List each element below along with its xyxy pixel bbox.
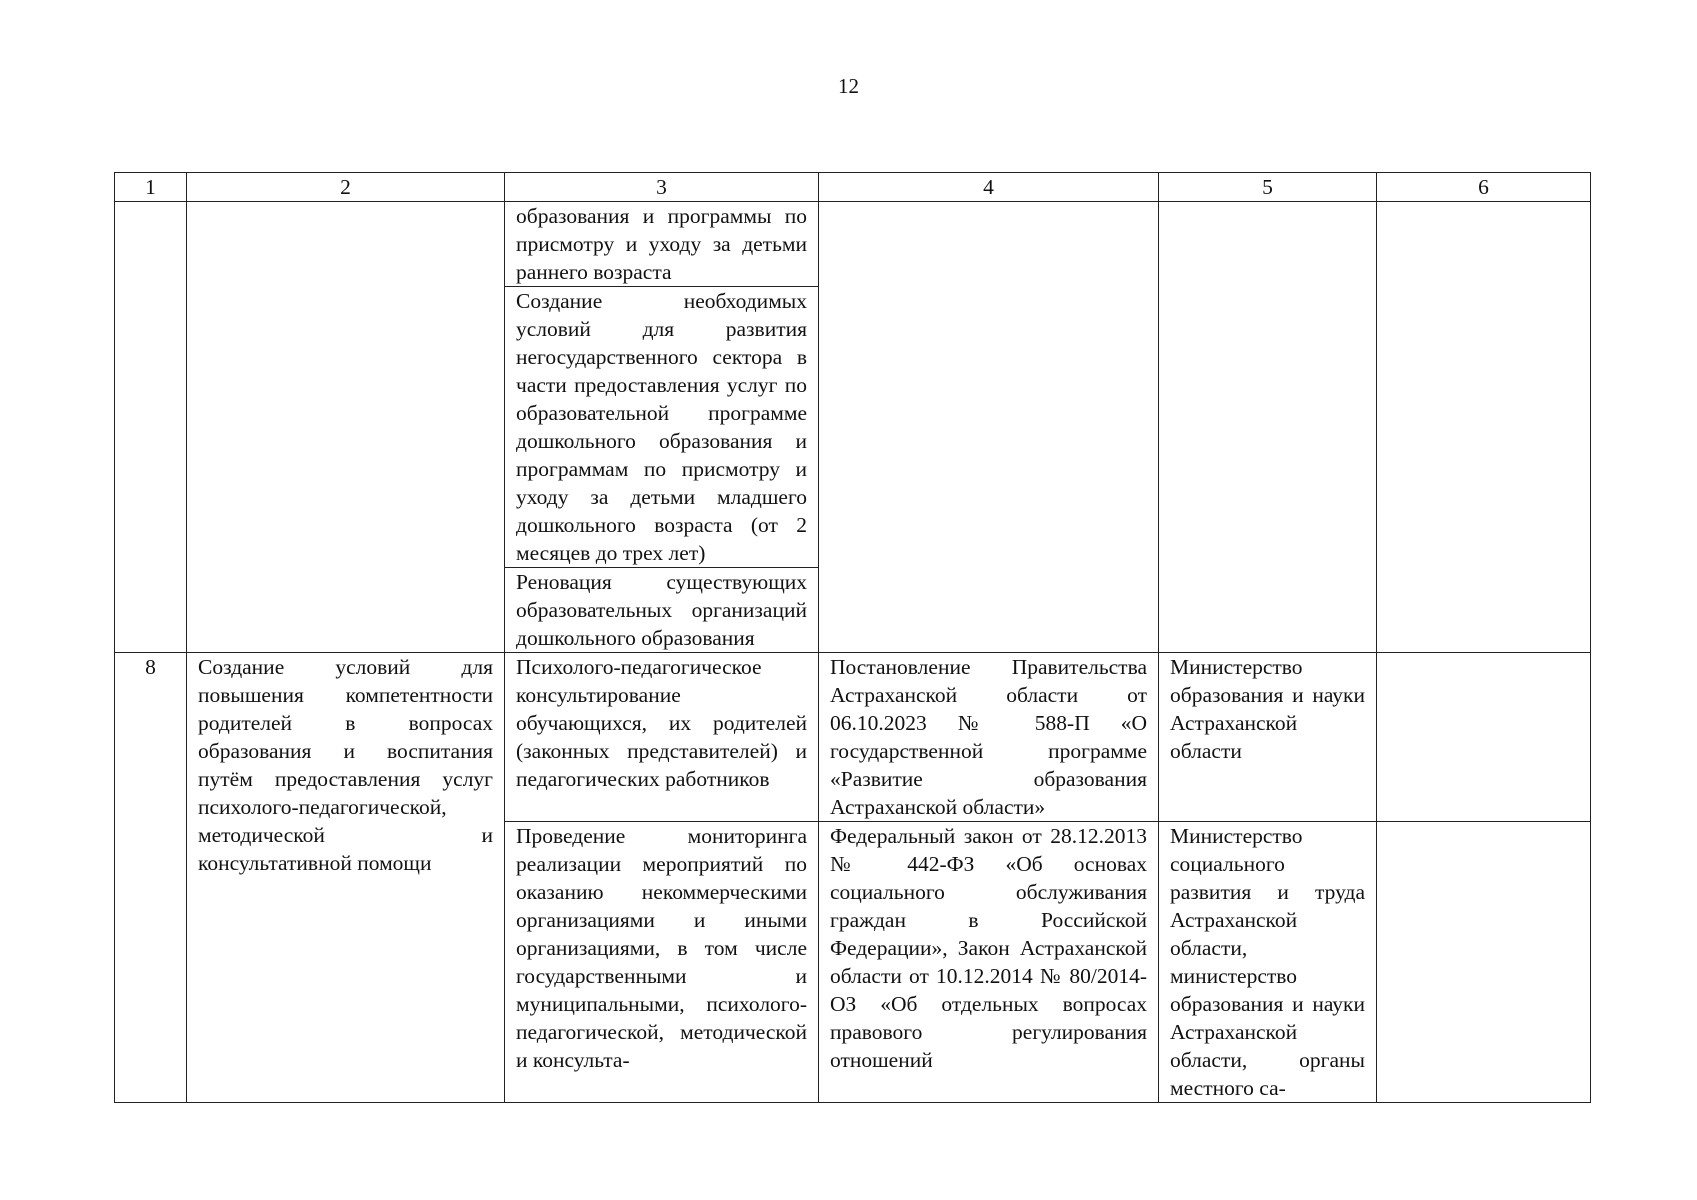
cell-col6-8-2 — [1377, 822, 1591, 1103]
cell-responsible-cont — [1159, 202, 1377, 653]
col-header-2: 2 — [187, 173, 505, 202]
cell-measure-cont-b: Создание необходимых условий для развития негосударственного сектора в части предоставления услуг по образовательной программе дошкольного образования и программам по присмотру и уходу за детьми младшего дошкольного возраста (от 2 месяцев до трех лет) — [505, 287, 819, 568]
table-header-row — [115, 173, 1591, 202]
cell-col6-8-1 — [1377, 653, 1591, 822]
col-header-4: 4 — [819, 173, 1159, 202]
cell-responsible-8-1: Министерство образования и науки Астраханской области — [1159, 653, 1377, 822]
table-row-continued — [115, 202, 1591, 287]
cell-basis-cont — [819, 202, 1159, 653]
cell-measure-8-1: Психолого-педагогическое консультирование обучающихся, их родителей (законных представителей) и педагогических работников — [505, 653, 819, 822]
col-header-5: 5 — [1159, 173, 1377, 202]
cell-basis-8-1: Постановление Правительства Астраханской области от 06.10.2023 № 588-П «О государственной программе «Развитие образования Астраханской области» — [819, 653, 1159, 822]
cell-num-8: 8 — [115, 653, 187, 1103]
cell-basis-8-2: Федеральный закон от 28.12.2013 № 442-ФЗ «Об основах социального обслуживания граждан в Российской Федерации», Закон Астраханской области от 10.12.2014 № 80/2014-ОЗ «Об отдельных вопросах правового регулирования отношений — [819, 822, 1159, 1103]
table-row-8 — [115, 653, 1591, 822]
page-number: 12 — [838, 74, 859, 98]
col-header-1: 1 — [115, 173, 187, 202]
cell-task-cont — [187, 202, 505, 653]
cell-responsible-8-2: Министерство социального развития и труда Астраханской области, министерство образования и науки Астраханской области, органы местного са- — [1159, 822, 1377, 1103]
cell-measure-cont-a: образования и программы по присмотру и уходу за детьми раннего возраста — [505, 202, 819, 287]
cell-num-cont — [115, 202, 187, 653]
cell-measure-8-2: Проведение мониторинга реализации мероприятий по оказанию некоммерческими организациями и иными организациями, в том числе государственными и муниципальными, психолого-педагогической, методической и консульта- — [505, 822, 819, 1103]
col-header-6: 6 — [1377, 173, 1591, 202]
plan-table — [114, 172, 1591, 1103]
cell-measure-cont-c: Реновация существующих образовательных организаций дошкольного образования — [505, 568, 819, 653]
col-header-3: 3 — [505, 173, 819, 202]
cell-task-8: Создание условий для повышения компетентности родителей в вопросах образования и воспитания путём предоставления услуг психолого-педагогической, методической и консультативной помощи — [187, 653, 505, 1103]
cell-col6-cont — [1377, 202, 1591, 653]
